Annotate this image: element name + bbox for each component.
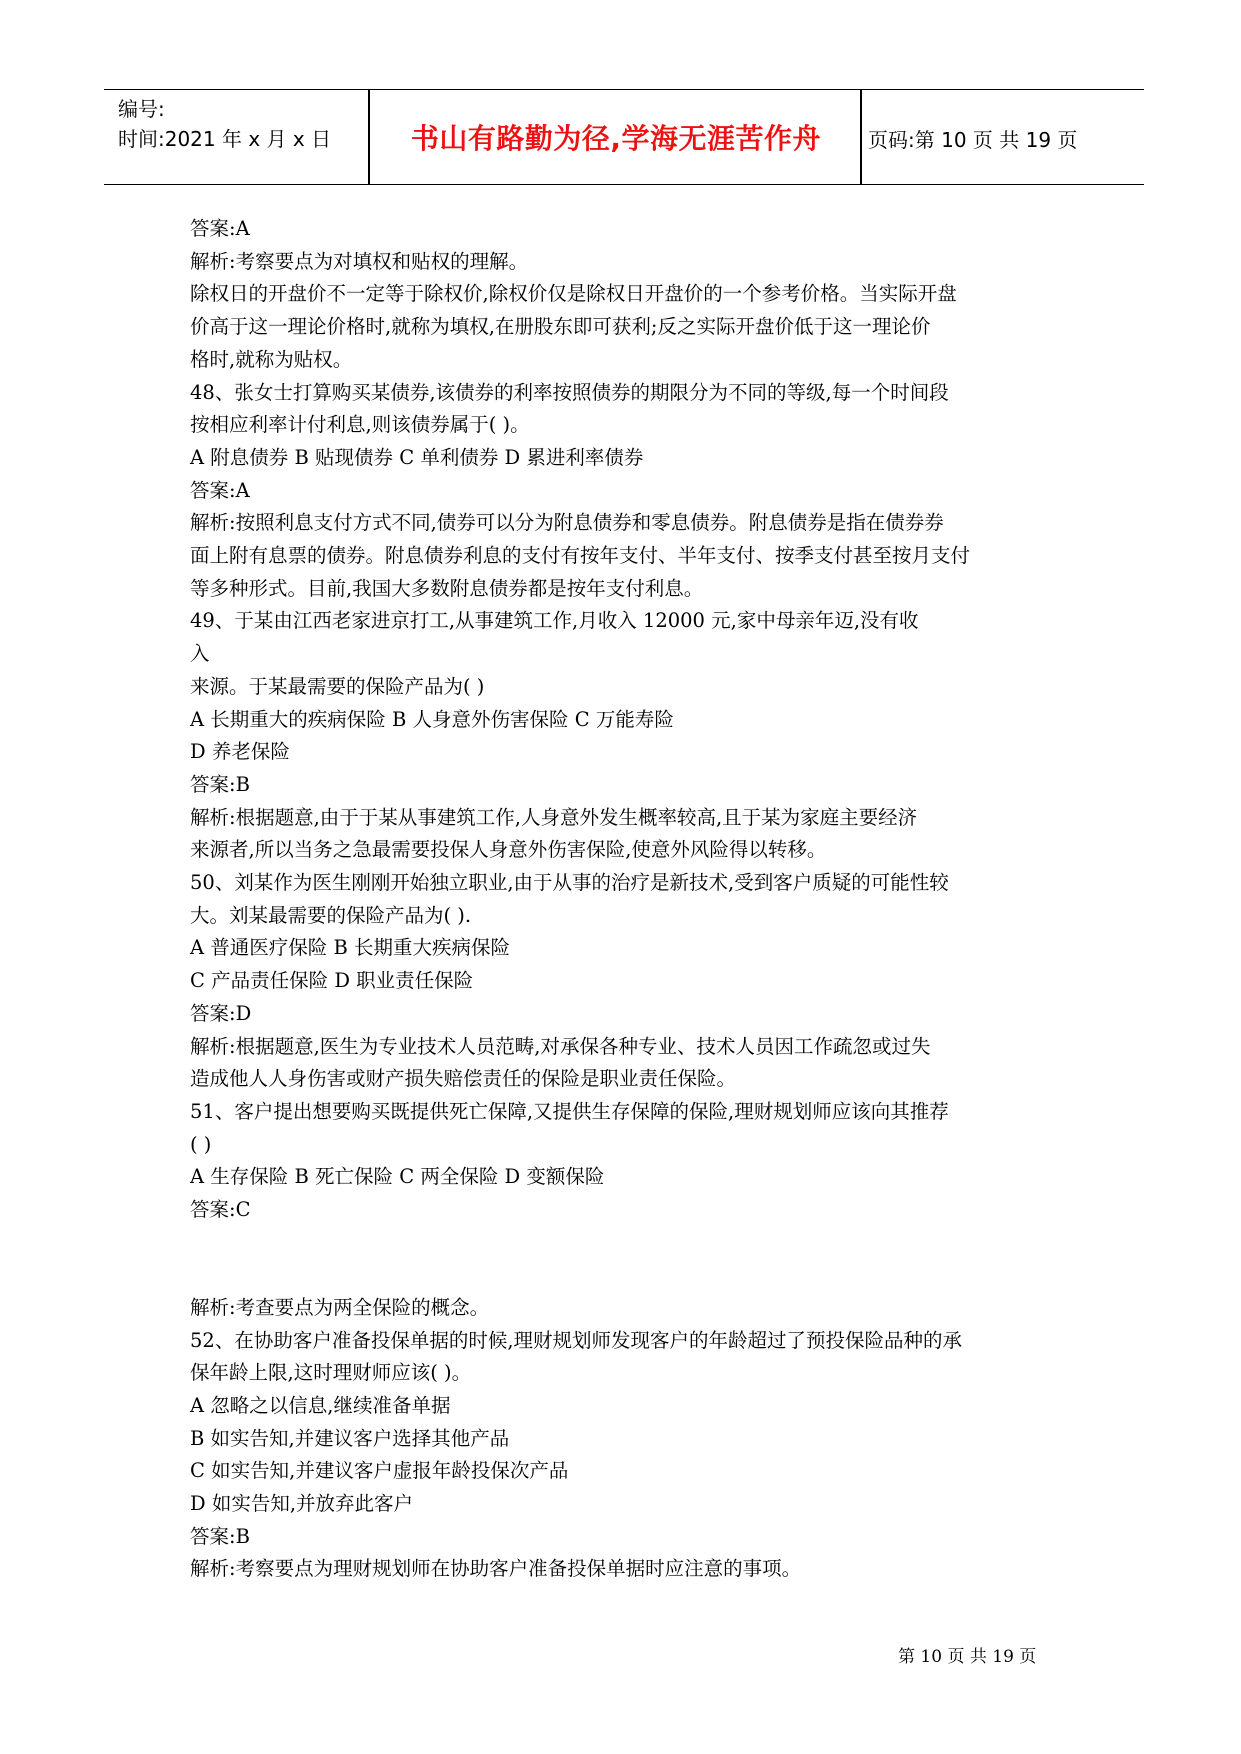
body-text-block xyxy=(190,213,1070,1227)
header-divider-right xyxy=(860,90,862,184)
header-divider-left xyxy=(368,90,370,184)
document-time-label: 时间:2021 年 x 月 x 日 xyxy=(118,127,332,151)
text-line: C 产品责任保险 D 职业责任保险 xyxy=(190,969,474,993)
text-line: 50、刘某作为医生刚刚开始独立职业,由于从事的治疗是新技术,受到客户质疑的可能性较 xyxy=(190,871,949,895)
text-line: D 如实告知,并放弃此客户 xyxy=(190,1492,414,1516)
text-line: 答案:B xyxy=(190,1524,250,1548)
text-line: 入 xyxy=(190,642,210,666)
text-line: 大。刘某最需要的保险产品为( ). xyxy=(190,903,472,927)
text-line: A 忽略之以信息,继续准备单据 xyxy=(190,1393,451,1417)
text-line: A 长期重大的疾病保险 B 人身意外伤害保险 C 万能寿险 xyxy=(190,707,674,731)
text-line: 价高于这一理论价格时,就称为填权,在册股东即可获利;反之实际开盘价低于这一理论价 xyxy=(190,315,931,339)
text-line: ( ) xyxy=(190,1132,212,1156)
text-line: 解析:根据题意,由于于某从事建筑工作,人身意外发生概率较高,且于某为家庭主要经济 xyxy=(190,805,918,829)
text-line: 49、于某由江西老家进京打工,从事建筑工作,月收入 12000 元,家中母亲年迈,没有收 xyxy=(190,609,919,633)
text-line: A 生存保险 B 死亡保险 C 两全保险 D 变额保险 xyxy=(190,1165,605,1189)
text-line: 52、在协助客户准备投保单据的时候,理财规划师发现客户的年龄超过了预投保险品种的承 xyxy=(190,1328,963,1352)
text-line: 答案:A xyxy=(190,478,250,502)
header-meta xyxy=(118,94,368,154)
header-page-indicator: 页码:第 10 页 共 19 页 xyxy=(868,128,1078,152)
text-line: 按相应利率计付利息,则该债券属于( )。 xyxy=(190,413,530,437)
document-body xyxy=(190,213,1070,1586)
header-slogan: 书山有路勤为径,学海无涯苦作舟 xyxy=(410,122,822,155)
text-line: 解析:按照利息支付方式不同,债券可以分为附息债券和零息债券。附息债券是指在债券券 xyxy=(190,511,944,535)
text-line: 48、张女士打算购买某债券,该债券的利率按照债券的期限分为不同的等级,每一个时间段 xyxy=(190,380,949,404)
text-line: 除权日的开盘价不一定等于除权价,除权价仅是除权日开盘价的一个参考价格。当实际开盘 xyxy=(190,282,957,306)
body-text-block-continued xyxy=(190,1292,1070,1586)
text-line: 来源。于某最需要的保险产品为( ) xyxy=(190,674,485,698)
text-line: D 养老保险 xyxy=(190,740,290,764)
text-line: 答案:C xyxy=(190,1198,251,1222)
text-line: A 附息债券 B 贴现债券 C 单利债券 D 累进利率债券 xyxy=(190,445,644,469)
text-line: C 如实告知,并建议客户虚报年龄投保次产品 xyxy=(190,1459,569,1483)
page-header xyxy=(104,89,1144,185)
text-line: 面上附有息票的债券。附息债券利息的支付有按年支付、半年支付、按季支付甚至按月支付 xyxy=(190,544,971,568)
text-line: 答案:D xyxy=(190,1001,252,1025)
text-line: B 如实告知,并建议客户选择其他产品 xyxy=(190,1426,510,1450)
text-line: 答案:B xyxy=(190,772,250,796)
text-line: 格时,就称为贴权。 xyxy=(190,347,353,371)
page-footer: 第 10 页 共 19 页 xyxy=(898,1647,1037,1667)
text-line: 解析:根据题意,医生为专业技术人员范畴,对承保各种专业、技术人员因工作疏忽或过失 xyxy=(190,1034,931,1058)
body-spacer xyxy=(190,1227,1070,1292)
text-line: 来源者,所以当务之急最需要投保人身意外伤害保险,使意外风险得以转移。 xyxy=(190,838,827,862)
text-line: 等多种形式。目前,我国大多数附息债券都是按年支付利息。 xyxy=(190,576,704,600)
text-line: A 普通医疗保险 B 长期重大疾病保险 xyxy=(190,936,511,960)
text-line: 造成他人人身伤害或财产损失赔偿责任的保险是职业责任保险。 xyxy=(190,1067,737,1091)
text-line: 保年龄上限,这时理财师应该( )。 xyxy=(190,1361,472,1385)
text-line: 答案:A xyxy=(190,217,250,240)
text-line: 解析:考察要点为理财规划师在协助客户准备投保单据时应注意的事项。 xyxy=(190,1557,802,1581)
text-line: 解析:考察要点为对填权和贴权的理解。 xyxy=(190,249,529,273)
text-line: 51、客户提出想要购买既提供死亡保障,又提供生存保障的保险,理财规划师应该向其推荐 xyxy=(190,1099,949,1123)
text-line: 解析:考查要点为两全保险的概念。 xyxy=(190,1295,490,1319)
document-number-label: 编号: xyxy=(118,97,165,121)
